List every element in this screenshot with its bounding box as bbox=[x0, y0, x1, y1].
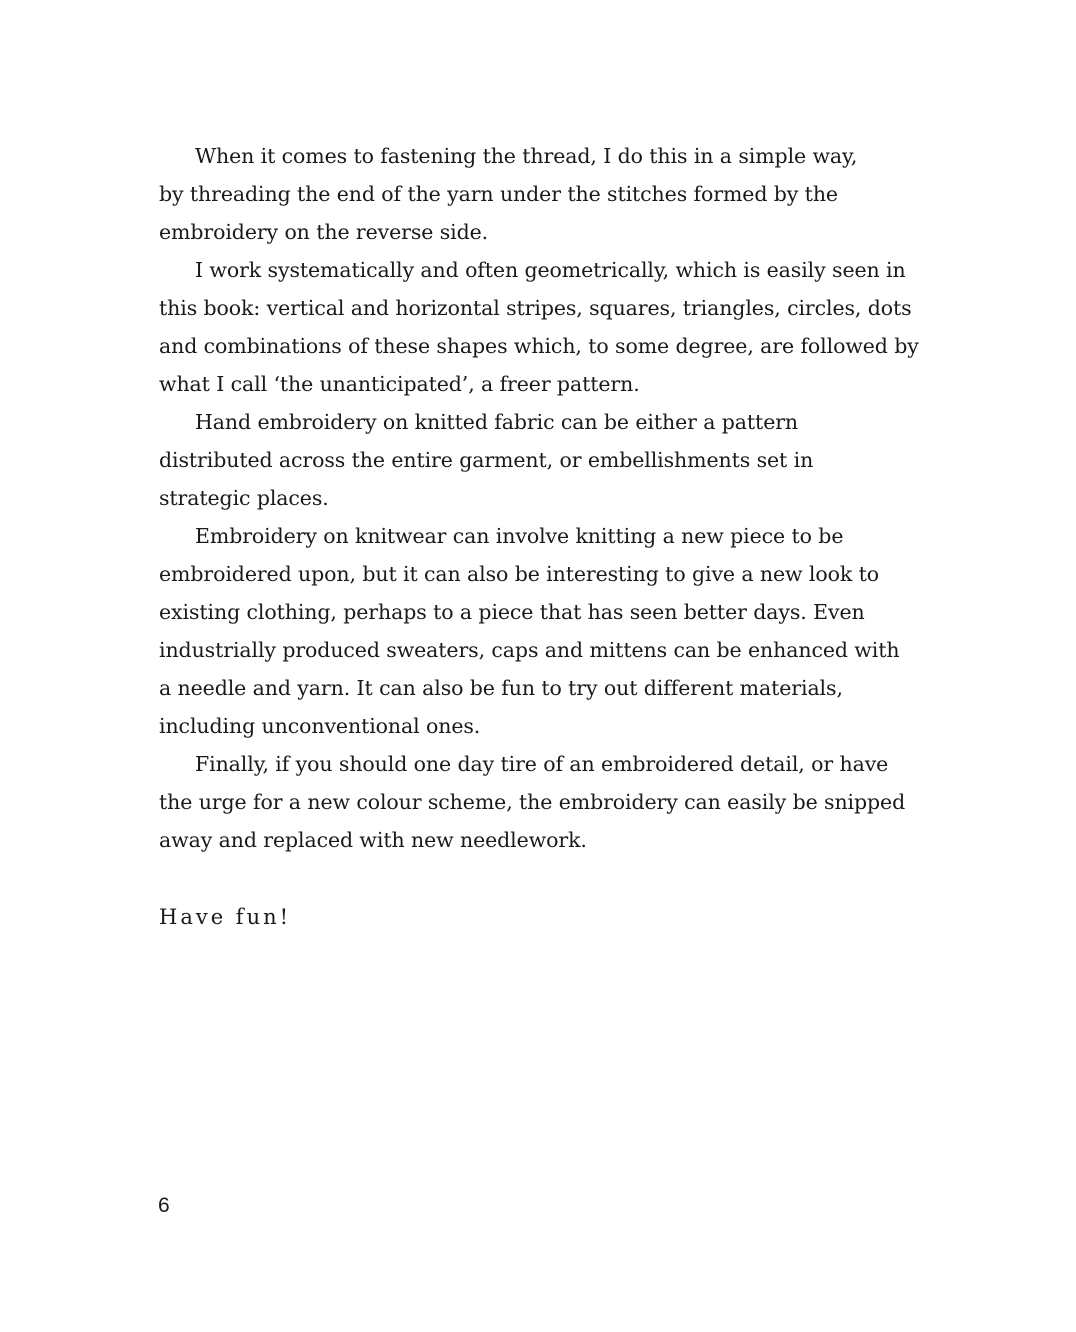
paragraph-2-line-3: and combinations of these shapes which, to some degree, are followed by bbox=[159, 334, 919, 358]
paragraph-3-line-1: Hand embroidery on knitted fabric can be either a pattern bbox=[195, 410, 799, 434]
paragraph-2-line-1: I work systematically and often geometrically, which is easily seen in bbox=[195, 258, 906, 282]
body-text bbox=[159, 137, 924, 859]
closing-line: Have fun! bbox=[159, 905, 292, 929]
paragraph-1-line-2: by threading the end of the yarn under the stitches formed by the bbox=[159, 182, 838, 206]
paragraph-3-line-3: strategic places. bbox=[159, 486, 329, 510]
paragraph-5-line-3: away and replaced with new needlework. bbox=[159, 828, 587, 852]
paragraph-2-line-2: this book: vertical and horizontal stripes, squares, triangles, circles, dots bbox=[159, 296, 912, 320]
paragraph-3-line-2: distributed across the entire garment, or embellishments set in bbox=[159, 448, 814, 472]
paragraph-5-line-2: the urge for a new colour scheme, the embroidery can easily be snipped bbox=[159, 790, 906, 814]
paragraph-4-line-4: industrially produced sweaters, caps and mittens can be enhanced with bbox=[159, 638, 900, 662]
paragraph-4-line-2: embroidered upon, but it can also be interesting to give a new look to bbox=[159, 562, 879, 586]
paragraph-4-line-1: Embroidery on knitwear can involve knitting a new piece to be bbox=[195, 524, 844, 548]
paragraph-4-line-5: a needle and yarn. It can also be fun to try out different materials, bbox=[159, 676, 843, 700]
paragraph-4-line-6: including unconventional ones. bbox=[159, 714, 481, 738]
paragraph-4-line-3: existing clothing, perhaps to a piece that has seen better days. Even bbox=[159, 600, 865, 624]
paragraph-1-line-1: When it comes to fastening the thread, I do this in a simple way, bbox=[195, 144, 858, 168]
paragraph-2-line-4: what I call ‘the unanticipated’, a freer pattern. bbox=[159, 372, 640, 396]
page-number: 6 bbox=[158, 1194, 170, 1217]
paragraph-1-line-3: embroidery on the reverse side. bbox=[159, 220, 489, 244]
paragraph-5-line-1: Finally, if you should one day tire of an embroidered detail, or have bbox=[195, 752, 889, 776]
